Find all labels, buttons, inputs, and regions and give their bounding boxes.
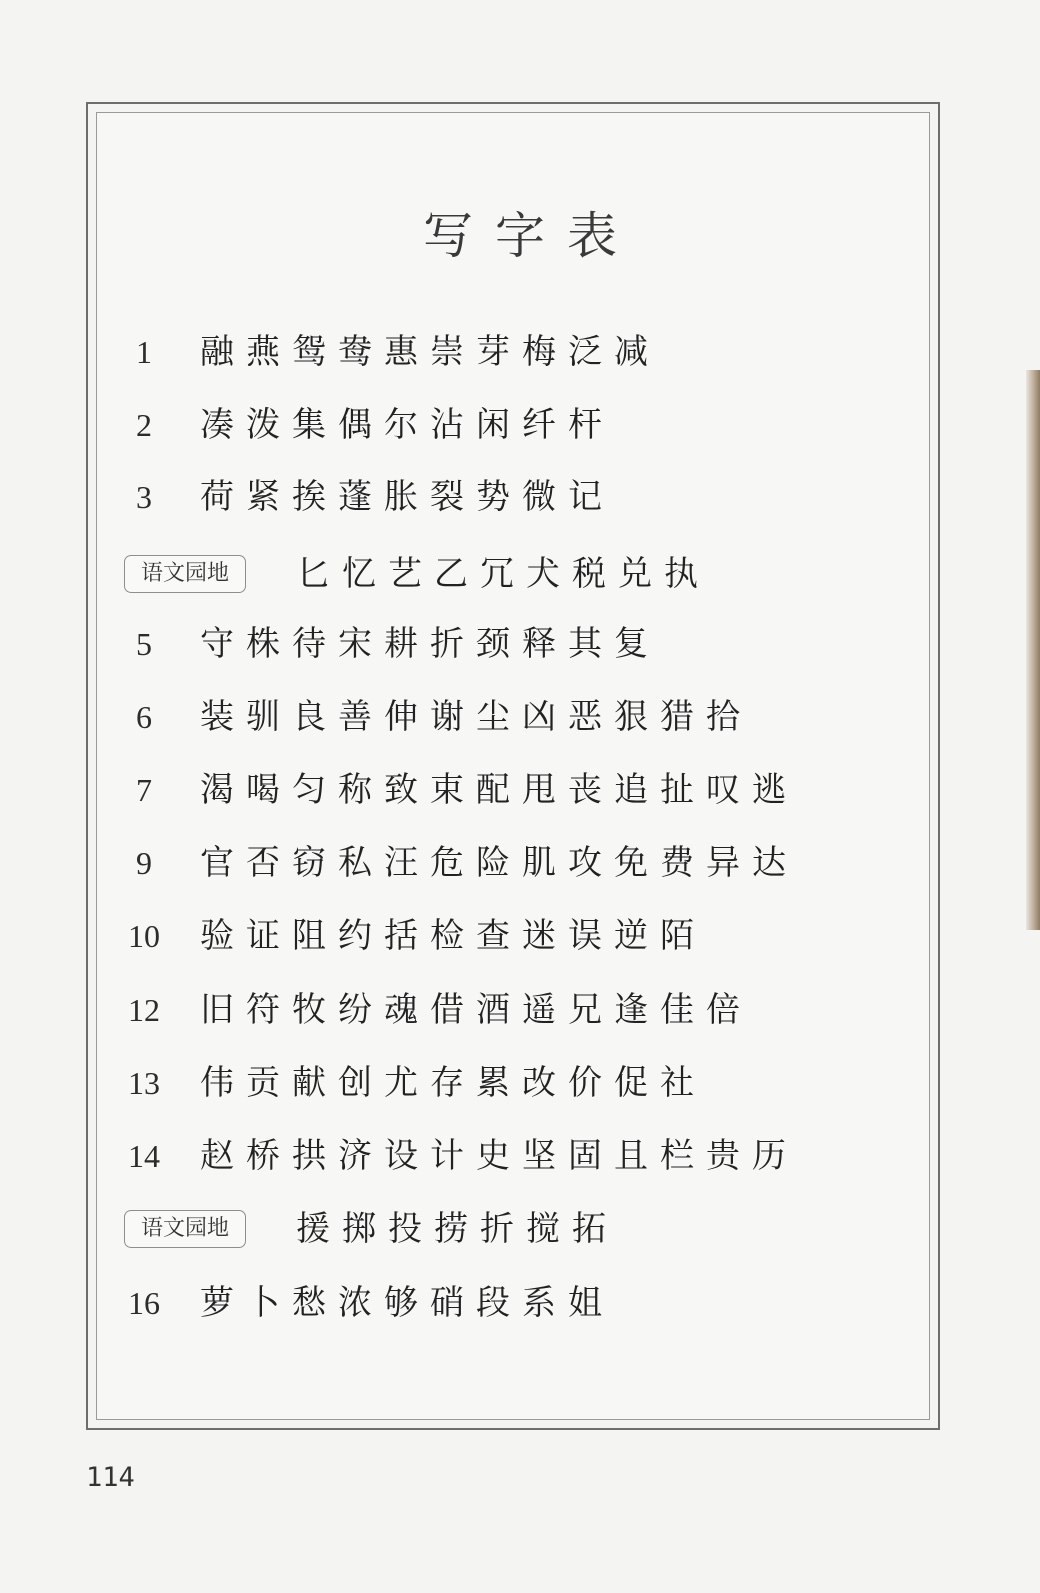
lesson-number: 16 xyxy=(128,1285,160,1321)
character-list: 守株待宋耕折颈释其复 xyxy=(200,624,660,664)
word-row xyxy=(0,1204,1040,1254)
character-list: 融燕鸳鸯惠崇芽梅泛减 xyxy=(200,332,660,372)
section-badge: 语文园地 xyxy=(124,1210,246,1248)
lesson-number: 9 xyxy=(136,845,152,881)
character-list: 装驯良善伸谢尘凶恶狠猎拾 xyxy=(200,697,752,737)
character-list: 伟贡献创尤存累改价促社 xyxy=(200,1063,706,1103)
lesson-number: 3 xyxy=(136,479,152,515)
lesson-number: 6 xyxy=(136,699,152,735)
page-number: 114 xyxy=(86,1462,135,1493)
lesson-number: 14 xyxy=(128,1138,160,1174)
character-list: 官否窃私汪危险肌攻免费异达 xyxy=(200,843,798,883)
word-row xyxy=(0,400,1040,450)
character-list: 赵桥拱济设计史坚固且栏贵历 xyxy=(200,1136,798,1176)
character-list: 萝卜愁浓够硝段系姐 xyxy=(200,1283,614,1323)
lesson-number: 13 xyxy=(128,1065,160,1101)
page-title: 写字表 xyxy=(423,207,639,265)
lesson-number: 12 xyxy=(128,992,160,1028)
lesson-number: 2 xyxy=(136,407,152,443)
word-row xyxy=(0,911,1040,961)
word-row xyxy=(0,1058,1040,1108)
lesson-number: 1 xyxy=(136,334,152,370)
section-badge: 语文园地 xyxy=(124,555,246,593)
lesson-number: 7 xyxy=(136,772,152,808)
character-list: 验证阻约括检查迷误逆陌 xyxy=(200,916,706,956)
word-row xyxy=(0,838,1040,888)
word-row xyxy=(0,765,1040,815)
character-list: 旧符牧纷魂借酒遥兄逢佳倍 xyxy=(200,990,752,1030)
lesson-number: 5 xyxy=(136,626,152,662)
word-row xyxy=(0,692,1040,742)
character-list: 匕忆艺乙冗犬税兑执 xyxy=(296,554,710,594)
word-row xyxy=(0,1131,1040,1181)
word-row xyxy=(0,985,1040,1035)
character-list: 凑泼集偶尔沾闲纤杆 xyxy=(200,405,614,445)
word-row xyxy=(0,619,1040,669)
word-row xyxy=(0,1278,1040,1328)
character-list: 渴喝匀称致束配甩丧追扯叹逃 xyxy=(200,770,798,810)
character-list: 援掷投捞折搅拓 xyxy=(296,1209,618,1249)
word-row xyxy=(0,549,1040,599)
lesson-number: 10 xyxy=(128,918,160,954)
character-list: 荷紧挨蓬胀裂势微记 xyxy=(200,477,614,517)
word-row xyxy=(0,472,1040,522)
word-row xyxy=(0,327,1040,377)
